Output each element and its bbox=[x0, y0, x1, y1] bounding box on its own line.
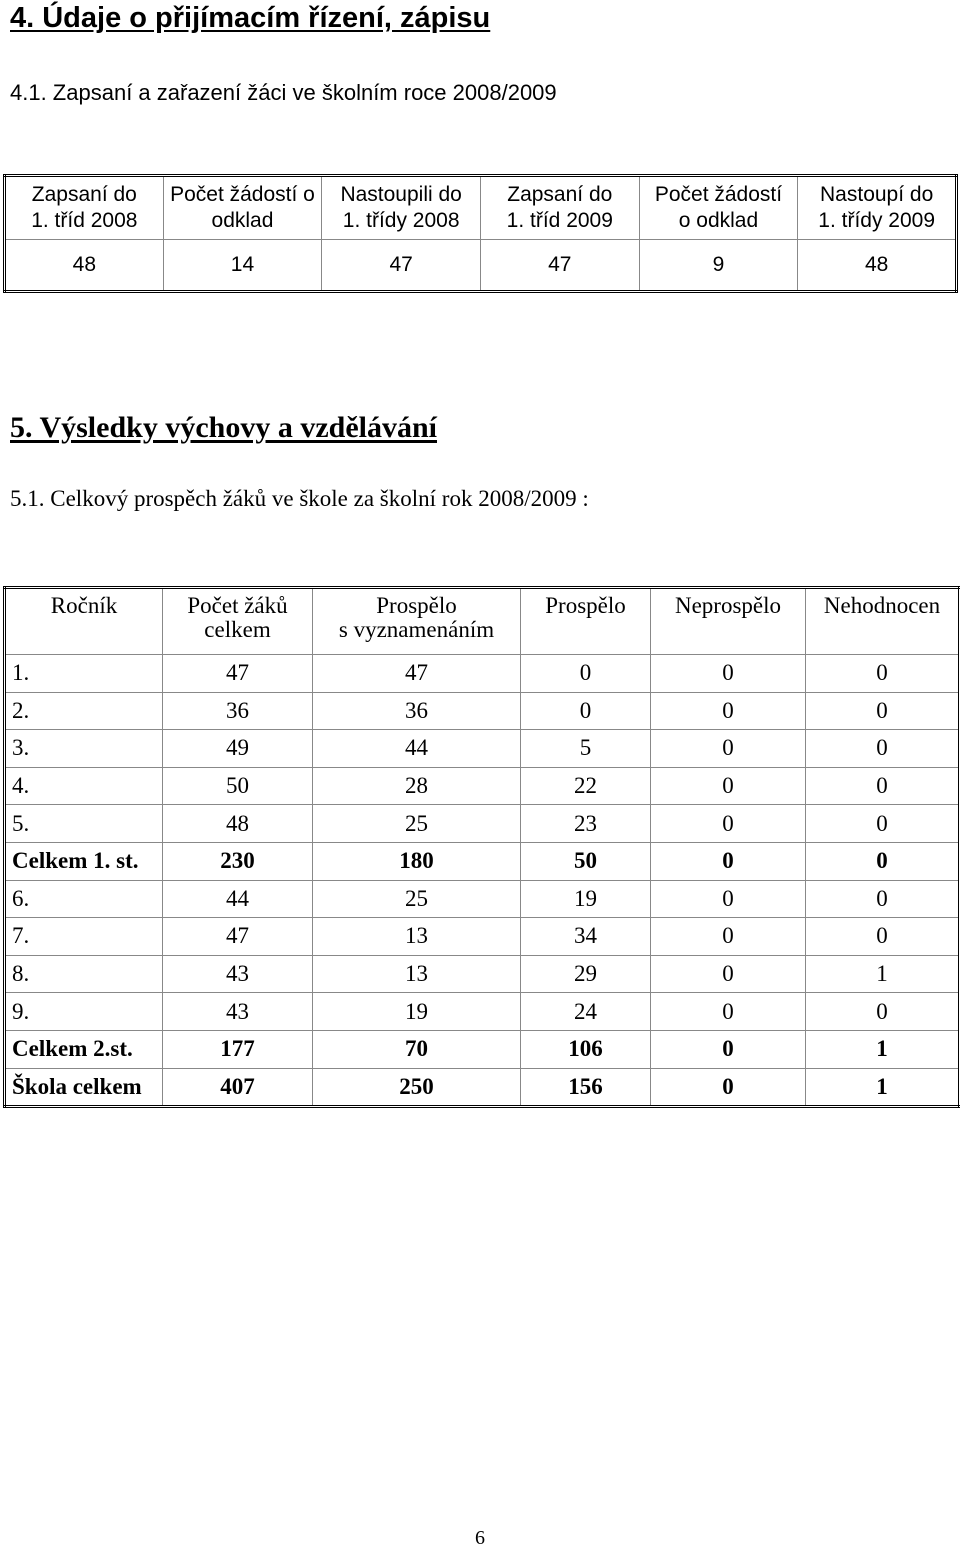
results-body bbox=[5, 655, 960, 1107]
results-row bbox=[5, 730, 960, 768]
results-cell: 0 bbox=[651, 880, 806, 918]
results-header-cell: Neprospělo bbox=[651, 588, 806, 655]
results-cell: 13 bbox=[313, 918, 521, 956]
admissions-header-cell: Nastoupí do 1. třídy 2009 bbox=[798, 176, 957, 240]
results-cell: 36 bbox=[313, 692, 521, 730]
admissions-value-row bbox=[5, 240, 957, 292]
results-cell: 13 bbox=[313, 955, 521, 993]
results-row-label: 9. bbox=[5, 993, 163, 1031]
results-cell: 44 bbox=[163, 880, 313, 918]
results-cell: 1 bbox=[806, 1068, 960, 1107]
admissions-value-cell: 48 bbox=[5, 240, 164, 292]
results-cell: 0 bbox=[806, 993, 960, 1031]
results-cell: 23 bbox=[521, 805, 651, 843]
results-cell: 5 bbox=[521, 730, 651, 768]
results-cell: 36 bbox=[163, 692, 313, 730]
results-row-label: Celkem 2.st. bbox=[5, 1030, 163, 1068]
results-cell: 0 bbox=[651, 918, 806, 956]
results-cell: 0 bbox=[806, 730, 960, 768]
admissions-header-cell: Počet žádostí o odklad bbox=[639, 176, 798, 240]
results-row-label: 4. bbox=[5, 767, 163, 805]
page-number: 6 bbox=[475, 1527, 485, 1549]
results-header-cell: Počet žáků celkem bbox=[163, 588, 313, 655]
results-cell: 0 bbox=[651, 1030, 806, 1068]
admissions-value-cell: 9 bbox=[639, 240, 798, 292]
admissions-table bbox=[3, 174, 958, 293]
results-row bbox=[5, 692, 960, 730]
results-cell: 49 bbox=[163, 730, 313, 768]
results-cell: 0 bbox=[806, 767, 960, 805]
section-4-heading: 4. Údaje o přijímacím řízení, zápisu bbox=[10, 2, 491, 34]
results-cell: 0 bbox=[521, 655, 651, 693]
results-cell: 177 bbox=[163, 1030, 313, 1068]
section-5-1-subheading: 5.1. Celkový prospěch žáků ve škole za školní rok 2008/2009 : bbox=[10, 486, 589, 511]
results-row-label: 1. bbox=[5, 655, 163, 693]
results-cell: 0 bbox=[651, 1068, 806, 1107]
results-cell: 47 bbox=[163, 918, 313, 956]
results-row bbox=[5, 1068, 960, 1107]
admissions-header-cell: Zapsaní do 1. tříd 2008 bbox=[5, 176, 164, 240]
results-cell: 22 bbox=[521, 767, 651, 805]
results-cell: 1 bbox=[806, 955, 960, 993]
admissions-header-cell: Nastoupili do 1. třídy 2008 bbox=[322, 176, 481, 240]
results-table bbox=[3, 586, 960, 1108]
results-row bbox=[5, 655, 960, 693]
results-cell: 29 bbox=[521, 955, 651, 993]
results-cell: 19 bbox=[313, 993, 521, 1031]
results-cell: 0 bbox=[651, 730, 806, 768]
results-cell: 47 bbox=[163, 655, 313, 693]
results-cell: 70 bbox=[313, 1030, 521, 1068]
admissions-value-cell: 47 bbox=[322, 240, 481, 292]
results-cell: 34 bbox=[521, 918, 651, 956]
results-cell: 0 bbox=[651, 767, 806, 805]
results-row bbox=[5, 993, 960, 1031]
results-row bbox=[5, 1030, 960, 1068]
results-cell: 0 bbox=[521, 692, 651, 730]
results-cell: 50 bbox=[163, 767, 313, 805]
results-cell: 43 bbox=[163, 955, 313, 993]
results-row bbox=[5, 955, 960, 993]
results-header-row bbox=[5, 588, 960, 655]
results-header-cell: Ročník bbox=[5, 588, 163, 655]
results-cell: 0 bbox=[651, 655, 806, 693]
results-cell: 250 bbox=[313, 1068, 521, 1107]
results-cell: 0 bbox=[806, 880, 960, 918]
results-row-label: 2. bbox=[5, 692, 163, 730]
results-cell: 0 bbox=[806, 805, 960, 843]
results-cell: 0 bbox=[806, 655, 960, 693]
results-row-label: 3. bbox=[5, 730, 163, 768]
results-row-label: 8. bbox=[5, 955, 163, 993]
admissions-value-cell: 48 bbox=[798, 240, 957, 292]
admissions-header-row bbox=[5, 176, 957, 240]
results-row-label: Škola celkem bbox=[5, 1068, 163, 1107]
results-cell: 230 bbox=[163, 842, 313, 880]
results-row-label: 5. bbox=[5, 805, 163, 843]
admissions-header-cell: Zapsaní do 1. tříd 2009 bbox=[480, 176, 639, 240]
results-header-cell: Prospělo bbox=[521, 588, 651, 655]
admissions-value-cell: 47 bbox=[480, 240, 639, 292]
results-row-label: 6. bbox=[5, 880, 163, 918]
results-cell: 0 bbox=[806, 692, 960, 730]
results-cell: 50 bbox=[521, 842, 651, 880]
results-cell: 48 bbox=[163, 805, 313, 843]
results-cell: 0 bbox=[806, 842, 960, 880]
results-cell: 0 bbox=[651, 692, 806, 730]
results-cell: 0 bbox=[651, 842, 806, 880]
results-cell: 19 bbox=[521, 880, 651, 918]
results-cell: 407 bbox=[163, 1068, 313, 1107]
results-cell: 28 bbox=[313, 767, 521, 805]
results-cell: 25 bbox=[313, 880, 521, 918]
results-cell: 1 bbox=[806, 1030, 960, 1068]
results-header-cell: Nehodnocen bbox=[806, 588, 960, 655]
results-cell: 44 bbox=[313, 730, 521, 768]
results-cell: 0 bbox=[651, 955, 806, 993]
results-cell: 25 bbox=[313, 805, 521, 843]
admissions-value-cell: 14 bbox=[163, 240, 322, 292]
results-cell: 180 bbox=[313, 842, 521, 880]
results-cell: 47 bbox=[313, 655, 521, 693]
results-row-label: Celkem 1. st. bbox=[5, 842, 163, 880]
results-cell: 0 bbox=[806, 918, 960, 956]
results-row bbox=[5, 805, 960, 843]
results-row-label: 7. bbox=[5, 918, 163, 956]
admissions-header-cell: Počet žádostí o odklad bbox=[163, 176, 322, 240]
results-header-cell: Prospělo s vyznamenáním bbox=[313, 588, 521, 655]
results-cell: 0 bbox=[651, 993, 806, 1031]
section-5-heading: 5. Výsledky výchovy a vzdělávání bbox=[10, 411, 437, 444]
results-row bbox=[5, 918, 960, 956]
results-cell: 156 bbox=[521, 1068, 651, 1107]
results-cell: 24 bbox=[521, 993, 651, 1031]
results-cell: 0 bbox=[651, 805, 806, 843]
section-4-1-subheading: 4.1. Zapsaní a zařazení žáci ve školním roce 2008/2009 bbox=[10, 80, 557, 105]
results-row bbox=[5, 767, 960, 805]
results-row bbox=[5, 880, 960, 918]
results-cell: 106 bbox=[521, 1030, 651, 1068]
results-cell: 43 bbox=[163, 993, 313, 1031]
results-row bbox=[5, 842, 960, 880]
